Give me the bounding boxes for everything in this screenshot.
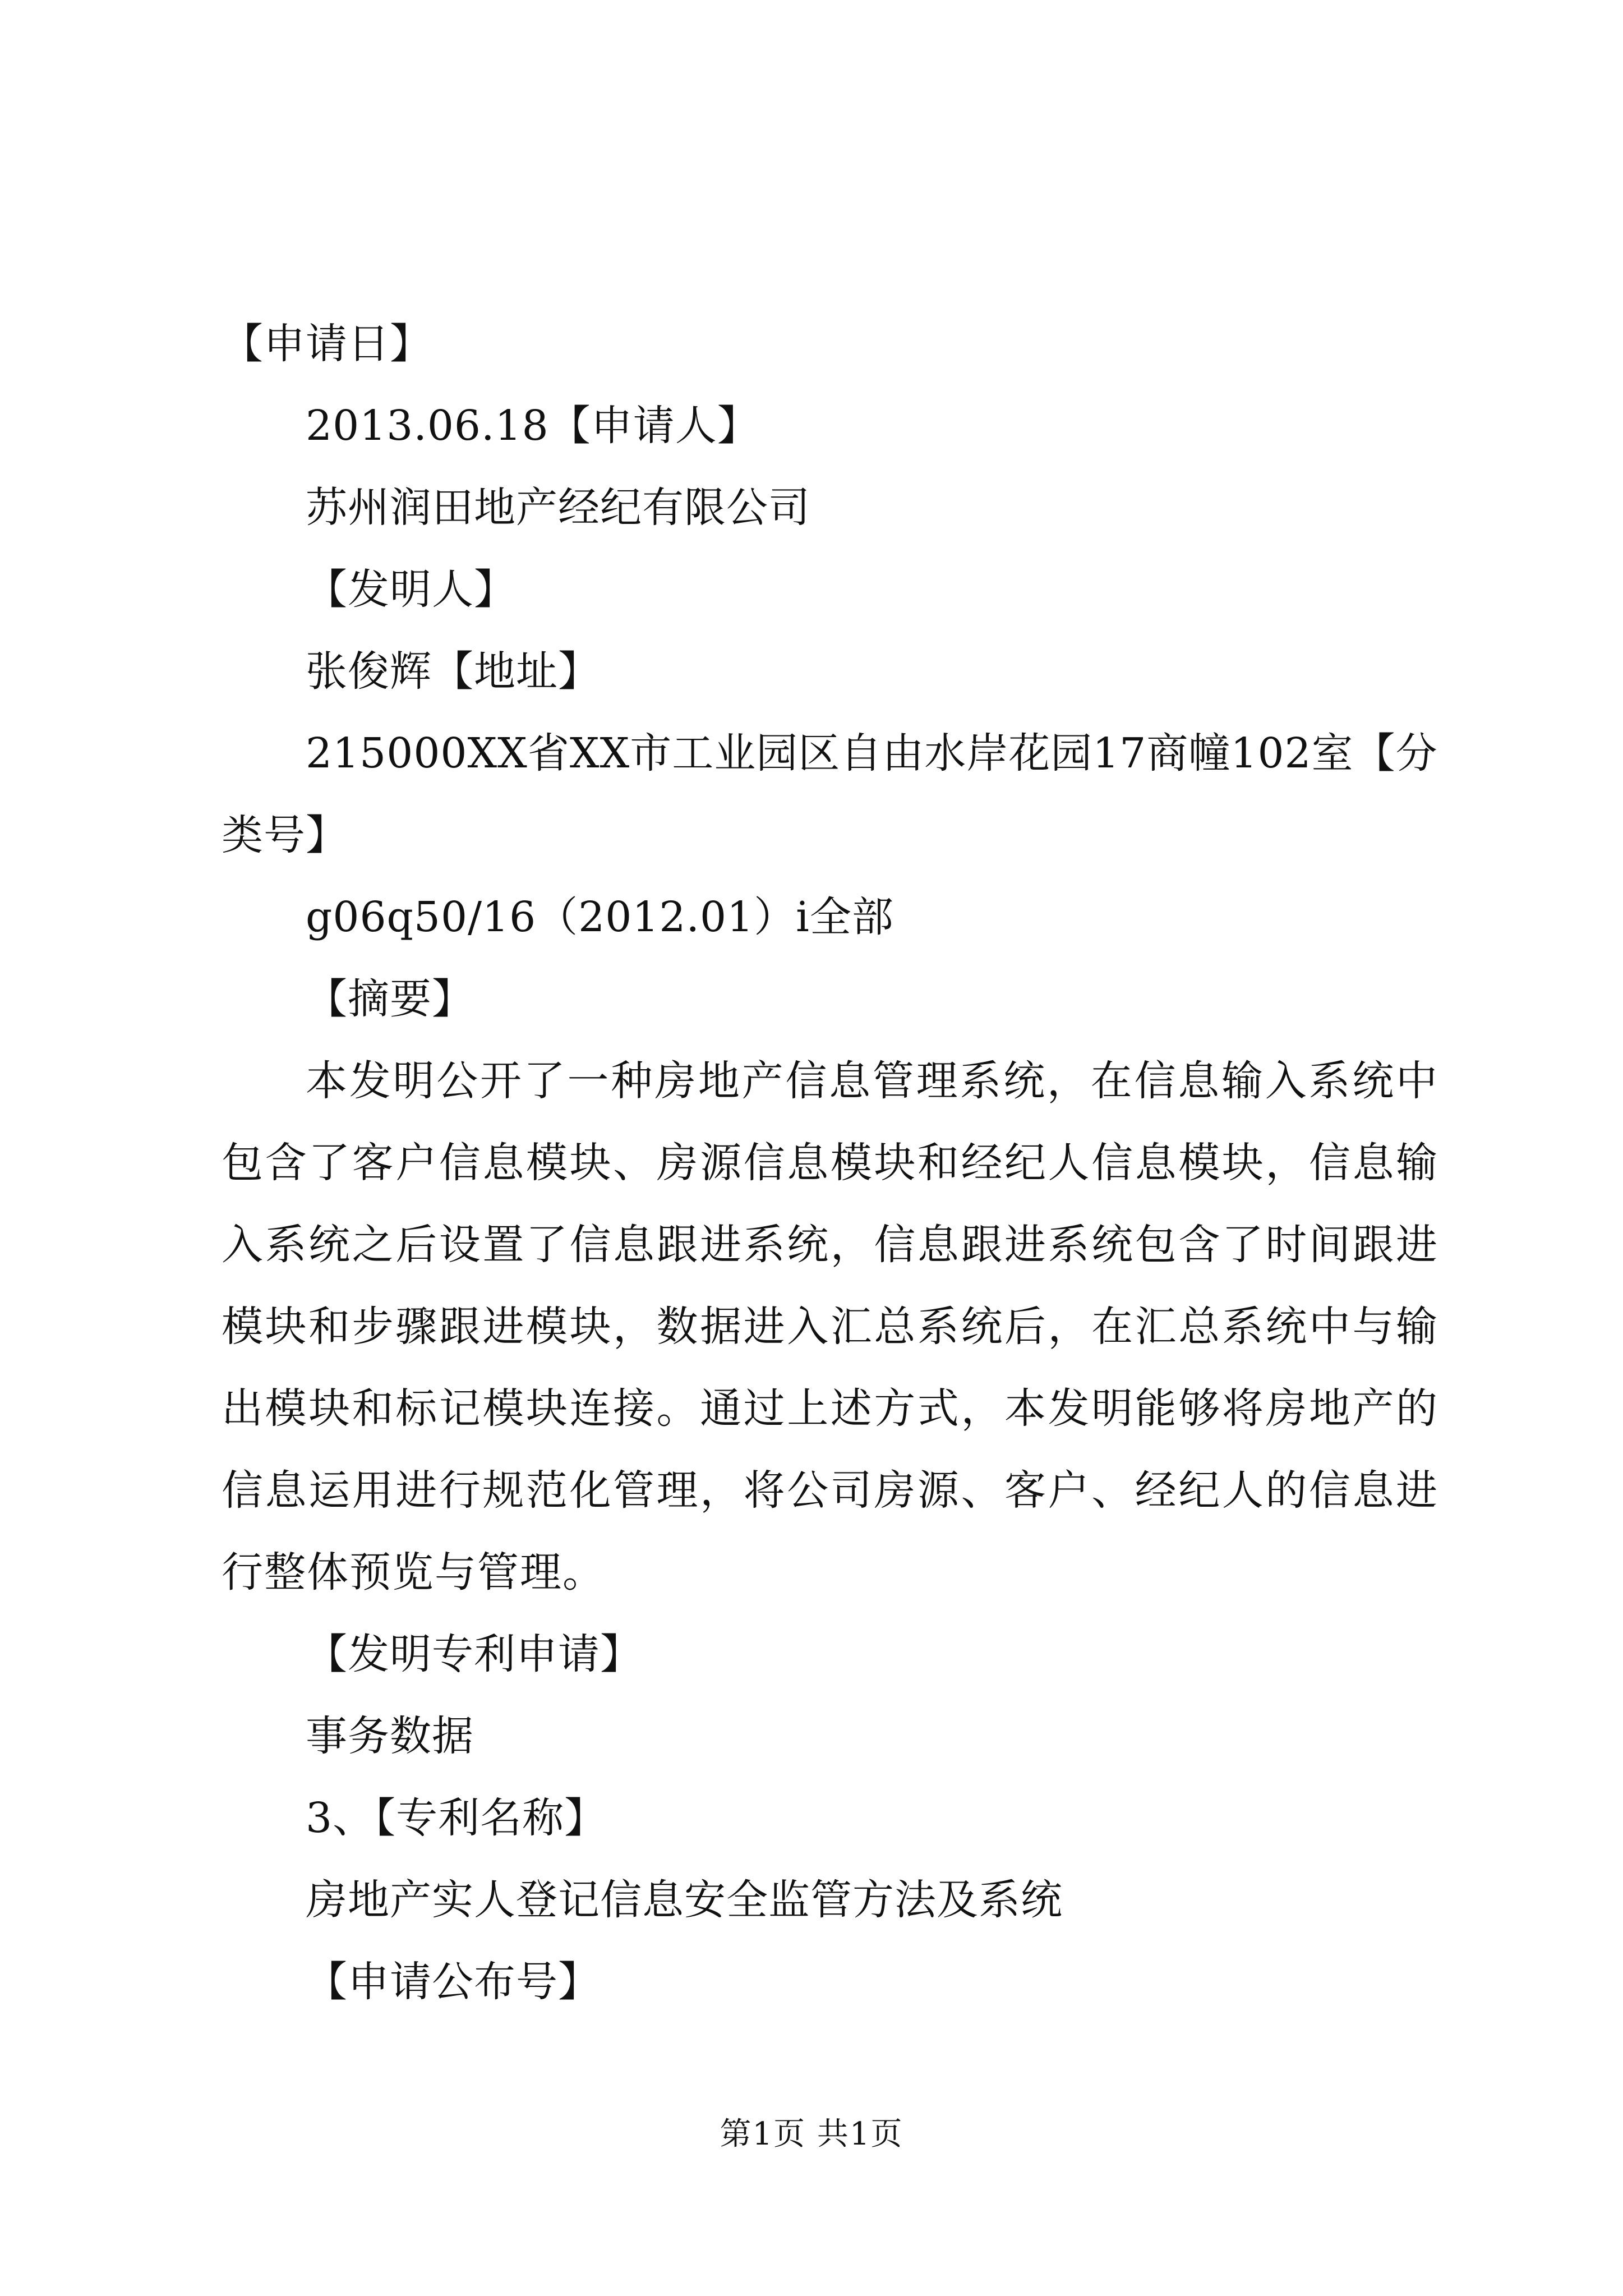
abstract-heading: 【摘要】: [306, 975, 474, 1023]
application-date-line: 2013.06.18【申请人】: [306, 402, 759, 450]
patent-application-heading: 【发明专利申请】: [306, 1630, 642, 1678]
classification-code: g06q50/16（2012.01）i全部: [306, 893, 894, 941]
application-date-heading: 【申请日】: [222, 320, 432, 368]
publication-number-heading: 【申请公布号】: [306, 1958, 600, 2006]
patent-title: 房地产实人登记信息安全监管方法及系统: [306, 1876, 1063, 1924]
address-line-2: 类号】: [222, 811, 348, 859]
inventor-heading: 【发明人】: [306, 565, 516, 614]
address-line-1: 215000XX省XX市工业园区自由水岸花园17商幢102室【分: [306, 729, 1438, 777]
patent-title-heading: 3、【专利名称】: [306, 1794, 607, 1842]
document-body: [222, 303, 1438, 2023]
transaction-data: 事务数据: [306, 1712, 474, 1760]
inventor-line: 张俊辉【地址】: [306, 647, 600, 696]
abstract-paragraph: 本发明公开了一种房地产信息管理系统，在信息输入系统中包含了客户信息模块、房源信息模块和经纪人信息模块，信息输入系统之后设置了信息跟进系统，信息跟进系统包含了时间跟进模块和步骤跟进模块，数据进入汇总系统后，在汇总系统中与输出模块和标记模块连接。通过上述方式，本发明能够将房地产的信息运用进行规范化管理，将公司房源、客户、经纪人的信息进行整体预览与管理。: [222, 1057, 1438, 1596]
page-footer: 第1页 共1页: [720, 2116, 903, 2152]
applicant-name: 苏州润田地产经纪有限公司: [306, 484, 810, 532]
